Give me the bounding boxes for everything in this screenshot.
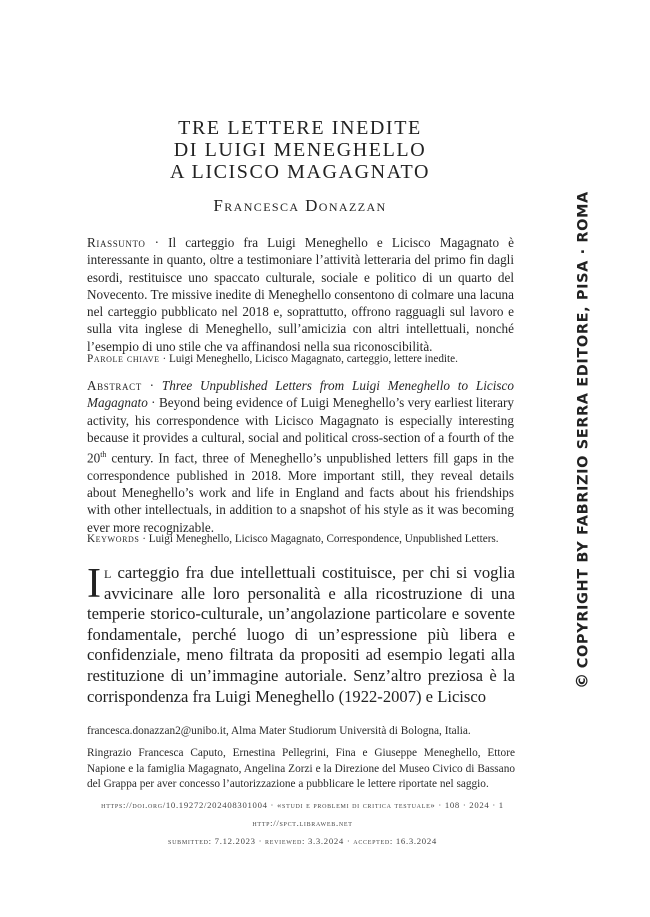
body-first-word: l [104, 563, 112, 582]
abstract-label: Abstract [87, 378, 142, 393]
footer-url-line: http://spct.libraweb.net [252, 818, 353, 828]
abstract-title: Three Unpublished Letters from Luigi Meneghello to Licisco Magagnato [87, 378, 514, 411]
drop-cap: I [87, 561, 101, 607]
footnote-email: francesca.donazzan2@unibo.it, Alma Mater Studiorum Università di Bologna, Italia. [87, 725, 471, 737]
riassunto-label: Riassunto [87, 235, 146, 250]
keywords-text: · Luigi Meneghello, Licisco Magagnato, Correspondence, Unpublished Letters. [139, 533, 499, 545]
parole-chiave-label: Parole chiave [87, 353, 160, 365]
abstract-text-2: century. In fact, three of Meneghello’s unpublished letters fill gaps in the correspondence published in 2018. More important still, they reveal details about Meneghello’s work and life in England and facts about his friendships with other intellectuals, in addition to a snapshot of his style as it was becoming ever more recognizable. [87, 450, 514, 535]
copyright-vertical-text [573, 191, 592, 689]
parole-chiave-text: · Luigi Meneghello, Licisco Magagnato, carteggio, lettere inedite. [159, 353, 458, 365]
keywords-label: Keywords [87, 533, 140, 545]
abstract-sup: th [100, 450, 107, 460]
article-title [0, 117, 600, 183]
author-name: Francesca Donazzan [213, 196, 387, 215]
riassunto-text: · Il carteggio fra Luigi Meneghello e Licisco Magagnato è interessante in quanto, oltre a testimoniare l’attività letteraria del primo fin dagli esordi, restituisce uno spaccato culturale, sociale e politico di un quarto del Novecento. Tre missive inedite di Meneghello consentono di colmare una lacuna nel carteggio pubblicato nel 2018 e, soprattutto, offrono ragguagli sul lavoro e sulla vita inglese di Meneghello, sull’amicizia con altri intellettuali, nonché l’esempio di uno stile che va affinandosi nella sua riconoscibilità. [87, 235, 514, 354]
riassunto-block [87, 234, 514, 355]
parole-chiave-line [87, 352, 517, 366]
body-paragraph [87, 563, 515, 707]
copyright-text: COPYRIGHT BY FABRIZIO SERRA EDITORE, PISA · ROMA [575, 191, 592, 669]
copyright-icon: © [572, 672, 592, 689]
abstract-text-1: · Beyond being evidence of Luigi Meneghello’s very earliest literary activity, his correspondence with Licisco Magagnato is especially interesting because it provides a cultural, social and political cross-section of a fourth of the 20 [87, 395, 514, 466]
body-text: carteggio fra due intellettuali costituisce, per chi si voglia avvicinare alle loro personalità e alla ricostruzione di una temperie storico-culturale, un’angolazione particolare e sovente fondamentale, perché luogo di un’espressione più libera e confidenziale, meno filtrata da propositi ad esempio legati alla restituzione di un’immagine autoriale. Senz’altro preziosa è la corrispondenza fra Luigi Meneghello (1922-2007) e Licisco [87, 563, 515, 706]
footnote-thanks: Ringrazio Francesca Caputo, Ernestina Pellegrini, Fina e Giuseppe Meneghello, Ettore Napione e la famiglia Magagnato, Angelina Zorzi e la Direzione del Museo Civico di Bassano del Grappa per aver concesso l’autorizzazione a pubblicare le lettere riportate nel saggio. [87, 747, 515, 790]
title-line-1: TRE LETTERE INEDITE [178, 117, 422, 139]
title-line-3: A LICISCO MAGAGNATO [169, 161, 431, 183]
abstract-block [87, 377, 514, 536]
footer-doi-line: https://doi.org/10.19272/202408301004 · «studi e problemi di critica testuale» · 108 · 2024 · 1 [101, 800, 504, 810]
abstract-sep: · [141, 378, 162, 393]
title-line-2: DI LUIGI MENEGHELLO [173, 139, 427, 161]
footer-dates-line: submitted: 7.12.2023 · reviewed: 3.3.2024 · accepted: 16.3.2024 [168, 836, 437, 846]
keywords-line [87, 532, 517, 546]
